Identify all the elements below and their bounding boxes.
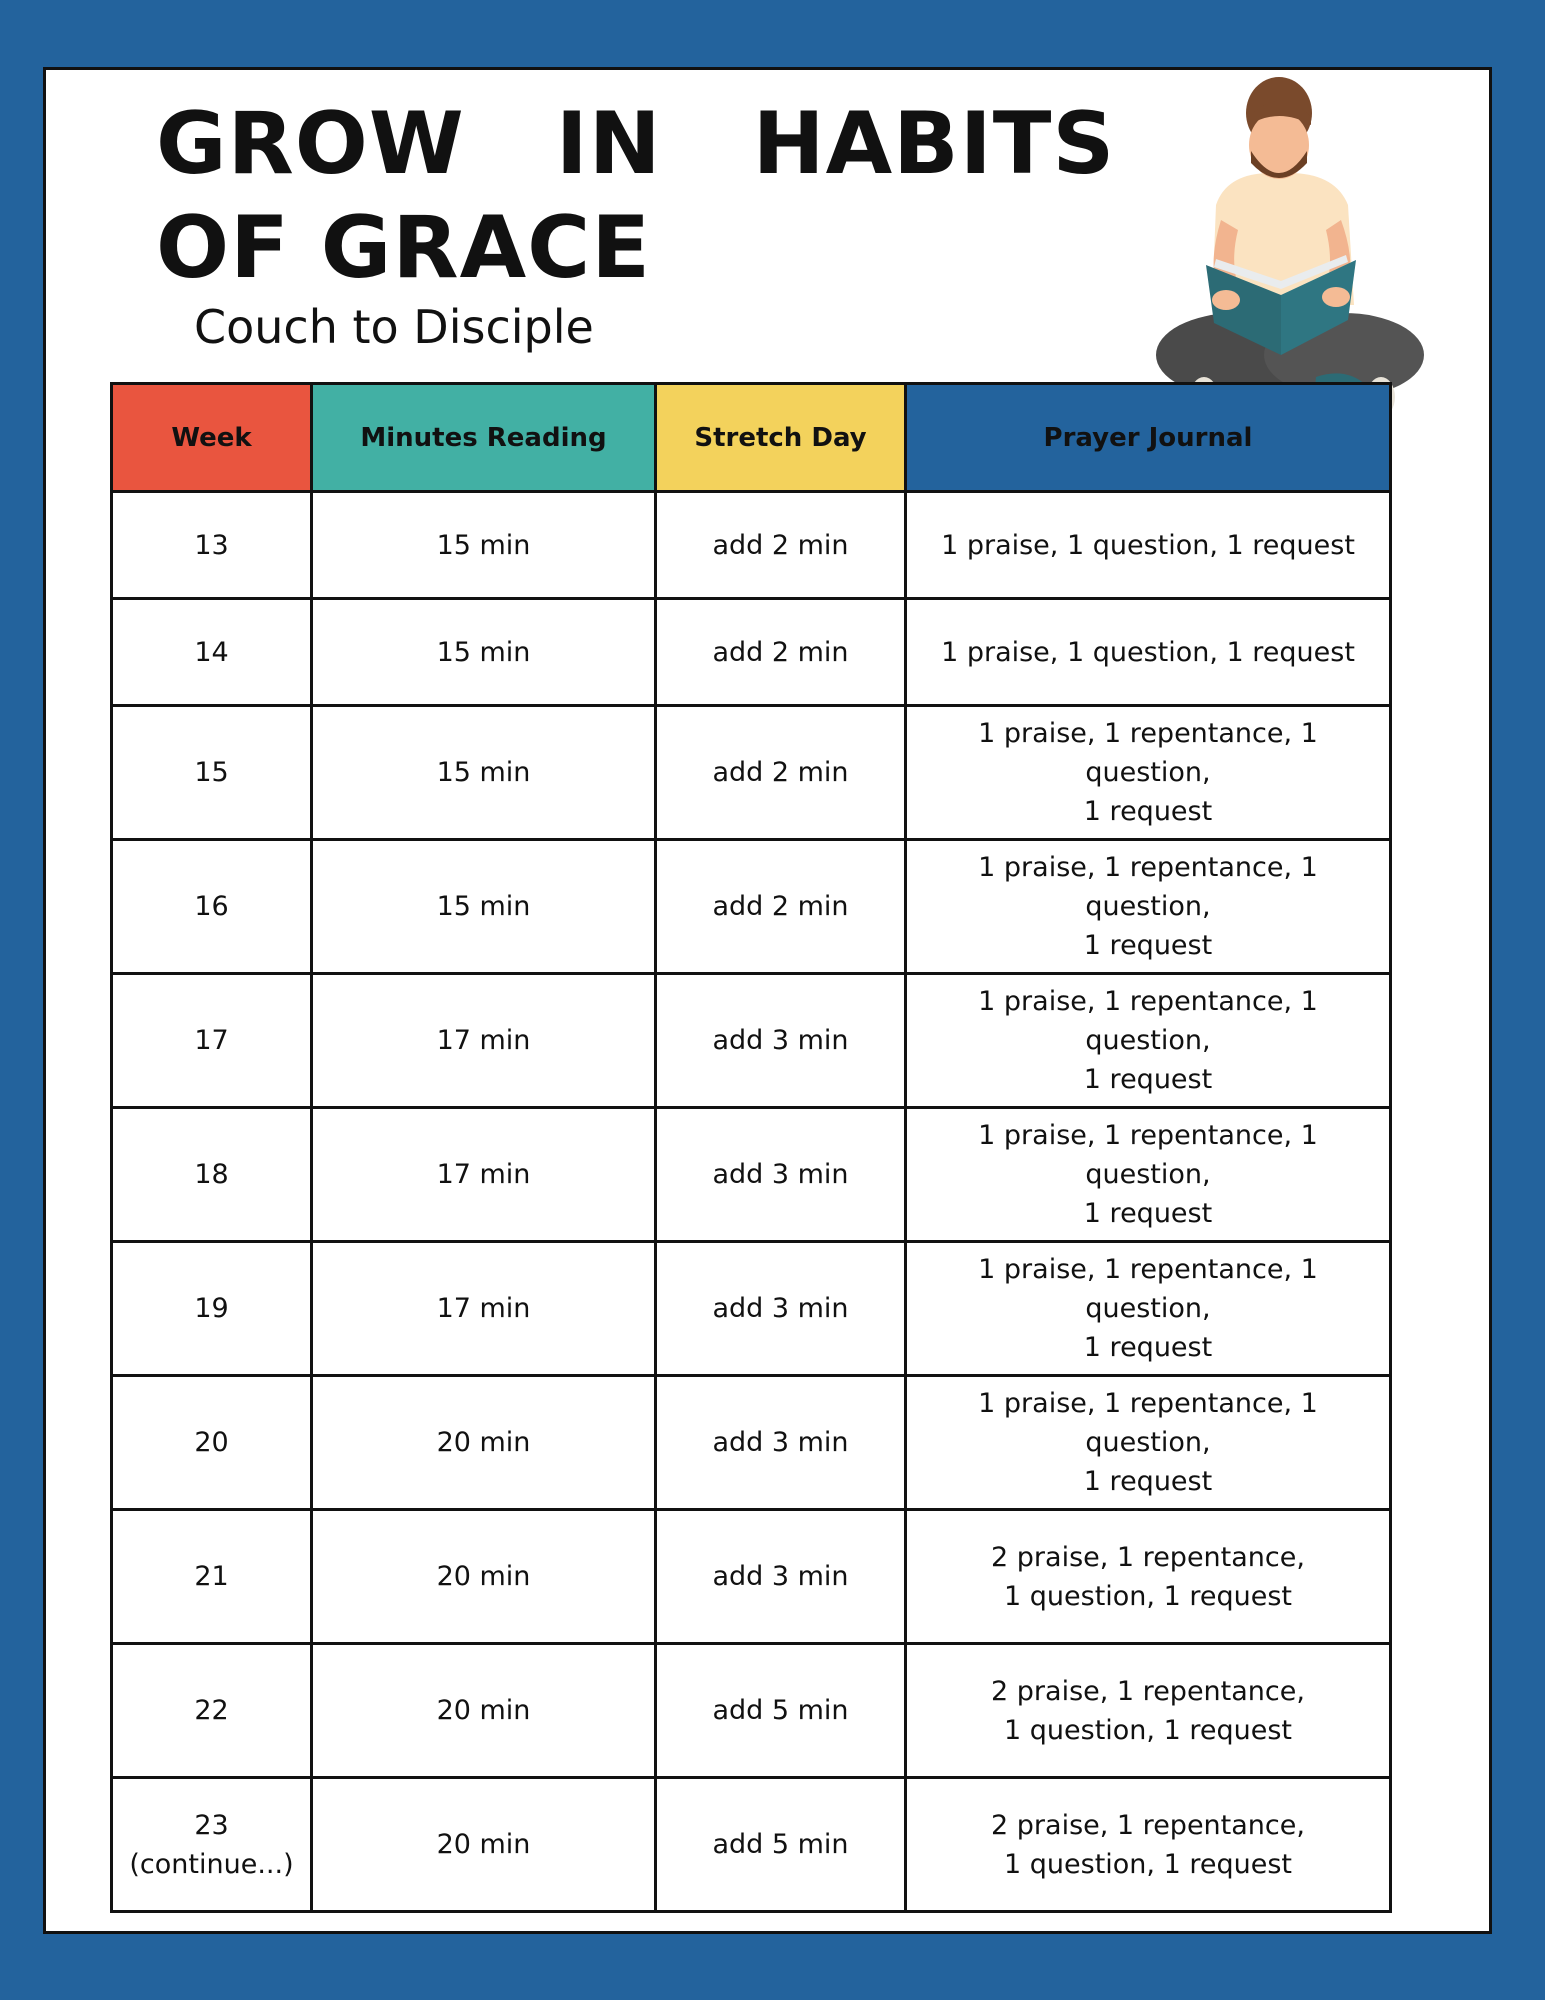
prayer-line: 1 question, 1 request <box>1004 1714 1292 1746</box>
prayer-line: 2 praise, 1 repentance, <box>991 1541 1305 1573</box>
stretch-cell: add 2 min <box>656 706 906 840</box>
prayer-cell <box>906 1242 1391 1376</box>
minutes-cell: 17 min <box>312 1242 656 1376</box>
man-reading-book-illustration <box>1116 55 1466 425</box>
table-row <box>112 974 1391 1108</box>
table-row <box>112 1376 1391 1510</box>
week-cell: 22 <box>112 1644 312 1778</box>
prayer-line: 1 praise, 1 repentance, 1 question, <box>978 852 1318 922</box>
week-number: 23 <box>194 1809 229 1841</box>
table-row <box>112 492 1391 599</box>
prayer-line: 1 praise, 1 repentance, 1 question, <box>978 1388 1318 1458</box>
week-cell <box>112 1778 312 1912</box>
minutes-cell: 17 min <box>312 1108 656 1242</box>
minutes-cell: 20 min <box>312 1376 656 1510</box>
week-cell: 18 <box>112 1108 312 1242</box>
prayer-cell <box>906 599 1391 706</box>
table-row <box>112 1644 1391 1778</box>
prayer-cell <box>906 840 1391 974</box>
week-cell: 16 <box>112 840 312 974</box>
prayer-line: 1 praise, 1 repentance, 1 question, <box>978 986 1318 1056</box>
table-row <box>112 1510 1391 1644</box>
stretch-cell: add 2 min <box>656 492 906 599</box>
minutes-cell: 15 min <box>312 706 656 840</box>
week-cell: 17 <box>112 974 312 1108</box>
prayer-cell <box>906 1108 1391 1242</box>
minutes-cell: 15 min <box>312 599 656 706</box>
minutes-cell: 15 min <box>312 840 656 974</box>
prayer-cell <box>906 1510 1391 1644</box>
prayer-line: 1 request <box>1083 930 1213 961</box>
week-cell: 15 <box>112 706 312 840</box>
prayer-line: 1 question, 1 request <box>1004 1848 1292 1880</box>
stretch-cell: add 5 min <box>656 1778 906 1912</box>
week-cell: 19 <box>112 1242 312 1376</box>
prayer-cell <box>906 1778 1391 1912</box>
stretch-cell: add 3 min <box>656 1242 906 1376</box>
title-line-1: GROW IN HABITS <box>156 94 1116 194</box>
prayer-line: 1 praise, 1 repentance, 1 question, <box>978 1254 1318 1324</box>
minutes-cell: 20 min <box>312 1644 656 1778</box>
prayer-line: 1 praise, 1 question, 1 request <box>941 529 1355 561</box>
page-subtitle: Couch to Disciple <box>194 300 594 354</box>
table-header-row <box>112 384 1391 492</box>
table-row <box>112 1108 1391 1242</box>
table-row <box>112 599 1391 706</box>
prayer-line: 1 request <box>1083 1466 1213 1497</box>
prayer-cell <box>906 1376 1391 1510</box>
minutes-cell: 20 min <box>312 1510 656 1644</box>
table-row <box>112 706 1391 840</box>
prayer-cell <box>906 492 1391 599</box>
stretch-cell: add 3 min <box>656 1108 906 1242</box>
table-row <box>112 1778 1391 1912</box>
prayer-line: 1 praise, 1 repentance, 1 question, <box>978 718 1318 788</box>
minutes-cell: 15 min <box>312 492 656 599</box>
prayer-cell <box>906 706 1391 840</box>
stretch-cell: add 2 min <box>656 599 906 706</box>
page-title <box>156 92 1115 300</box>
header-week: Week <box>112 384 312 492</box>
stretch-cell: add 5 min <box>656 1644 906 1778</box>
table-row <box>112 1242 1391 1376</box>
prayer-line: 1 request <box>1083 1064 1213 1095</box>
minutes-cell: 17 min <box>312 974 656 1108</box>
week-cell: 21 <box>112 1510 312 1644</box>
stretch-cell: add 3 min <box>656 1376 906 1510</box>
prayer-line: 2 praise, 1 repentance, <box>991 1675 1305 1707</box>
prayer-line: 2 praise, 1 repentance, <box>991 1809 1305 1841</box>
worksheet-page <box>43 67 1492 1934</box>
header-minutes-reading: Minutes Reading <box>312 384 656 492</box>
prayer-line: 1 praise, 1 repentance, 1 question, <box>978 1120 1318 1190</box>
prayer-line: 1 request <box>1083 1198 1213 1229</box>
prayer-cell <box>906 974 1391 1108</box>
prayer-line: 1 question, 1 request <box>1004 1580 1292 1612</box>
week-cell: 13 <box>112 492 312 599</box>
prayer-line: 1 request <box>1083 1332 1213 1363</box>
title-line-2: OF GRACE <box>156 198 652 298</box>
stretch-cell: add 3 min <box>656 974 906 1108</box>
minutes-cell: 20 min <box>312 1778 656 1912</box>
stretch-cell: add 2 min <box>656 840 906 974</box>
table-row <box>112 840 1391 974</box>
week-note: (continue...) <box>129 1848 294 1880</box>
reading-schedule-table <box>110 382 1392 1913</box>
header-stretch-day: Stretch Day <box>656 384 906 492</box>
prayer-line: 1 request <box>1083 796 1213 827</box>
header-prayer-journal: Prayer Journal <box>906 384 1391 492</box>
prayer-line: 1 praise, 1 question, 1 request <box>941 636 1355 668</box>
week-cell: 20 <box>112 1376 312 1510</box>
prayer-cell <box>906 1644 1391 1778</box>
week-cell: 14 <box>112 599 312 706</box>
stretch-cell: add 3 min <box>656 1510 906 1644</box>
